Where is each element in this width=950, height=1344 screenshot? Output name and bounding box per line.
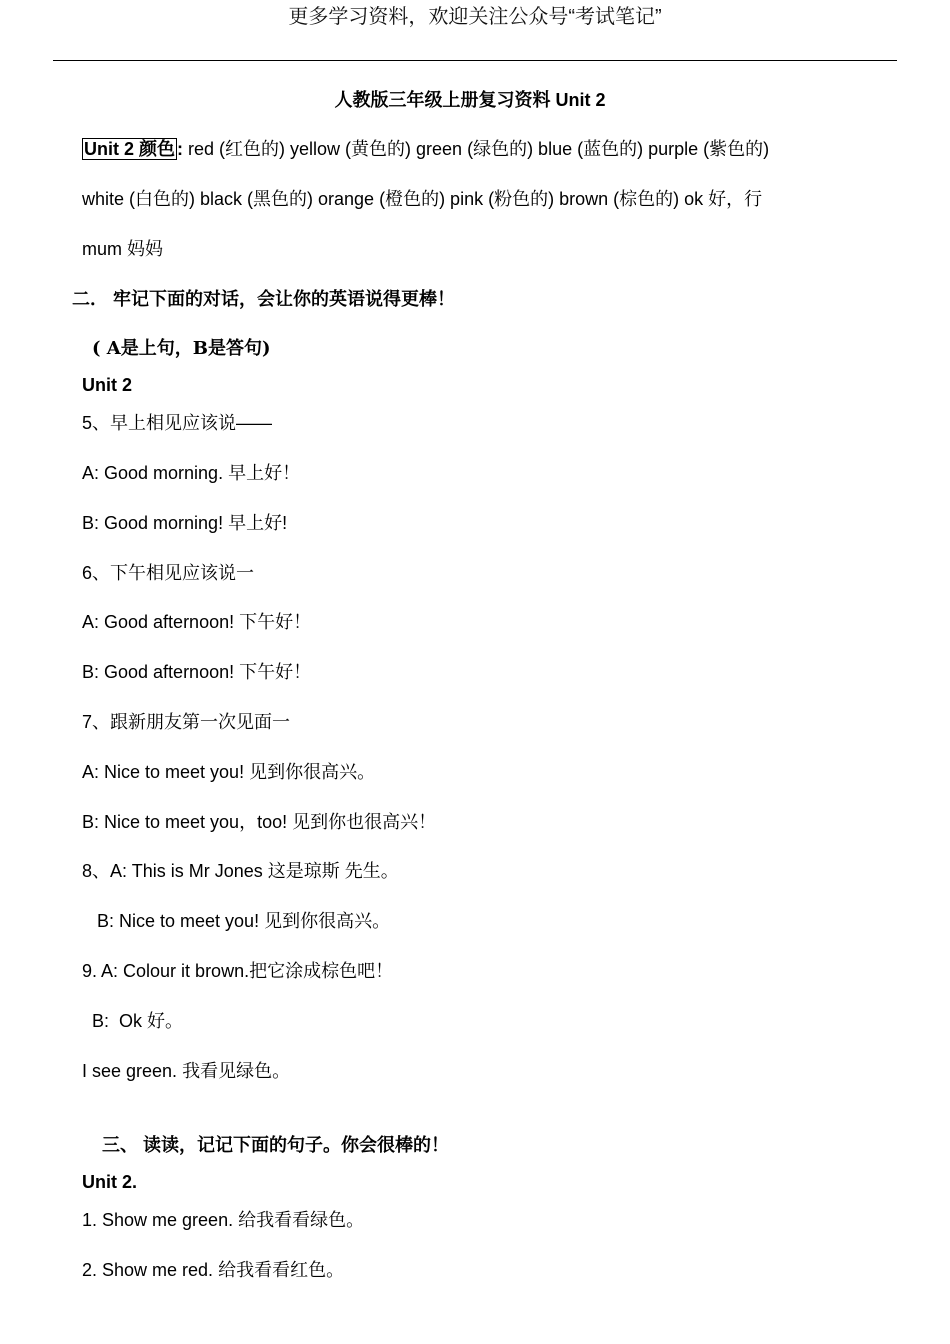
sentence-line: 1. Show me green. 给我看看绿色。 — [82, 1210, 365, 1230]
dialog-line: 8、A: This is Mr Jones 这是琼斯 先生。 — [82, 861, 399, 881]
vocab-line-3: mum 妈妈 — [82, 239, 163, 259]
dialog-line: B: Good morning! 早上好! — [82, 513, 288, 533]
dialog-line: A: Good morning. 早上好！ — [82, 463, 301, 483]
dialog-line: A: Nice to meet you! 见到你很高兴。 — [82, 762, 376, 782]
vocab-line-2: white (白色的) black (黑色的) orange (橙色的) pink (粉色的) brown (棕色的) ok 好，行 — [82, 189, 763, 209]
document-title: 人教版三年级上册复习资料 Unit 2 — [334, 90, 606, 110]
page-header: 更多学习资料，欢迎关注公众号“考试笔记” — [288, 6, 662, 28]
vocab-words-1: red (红色的) yellow (黄色的) green (绿色的) blue (蓝色的) purple (紫色的) — [183, 139, 770, 159]
sentence-line: 2. Show me red. 给我看看红色。 — [82, 1260, 345, 1280]
header-divider — [53, 60, 897, 61]
dialog-line: 7、跟新朋友第一次见面一 — [82, 712, 291, 732]
dialog-line: A: Good afternoon! 下午好！ — [82, 612, 312, 632]
vocab-colon: : — [177, 139, 184, 159]
dialog-line: B: Good afternoon! 下午好！ — [82, 662, 312, 682]
dialog-line: 9. A: Colour it brown.把它涂成棕色吧！ — [82, 961, 394, 981]
section-3-unit: Unit 2. — [82, 1172, 138, 1192]
dialog-line: B: Nice to meet you! 见到你很高兴。 — [82, 911, 391, 931]
section-2-unit: Unit 2 — [82, 375, 133, 395]
vocab-label: Unit 2 颜色 — [84, 139, 176, 159]
dialog-line: B: Nice to meet you，too! 见到你也很高兴！ — [82, 812, 437, 832]
section-2-heading: 二． 牢记下面的对话，会让你的英语说得更棒！ — [72, 289, 455, 309]
section-3-heading: 三、 读读，记记下面的句子。你会很棒的！ — [102, 1135, 449, 1155]
vocab-line-1 — [82, 137, 769, 161]
dialog-line: 5、早上相见应该说—— — [82, 413, 273, 433]
dialog-line: B: Ok 好。 — [82, 1011, 184, 1031]
section-2-note: ( A是上句，B是答句) — [92, 338, 271, 359]
dialog-line: I see green. 我看见绿色。 — [82, 1061, 291, 1081]
dialog-line: 6、下午相见应该说一 — [82, 563, 255, 583]
